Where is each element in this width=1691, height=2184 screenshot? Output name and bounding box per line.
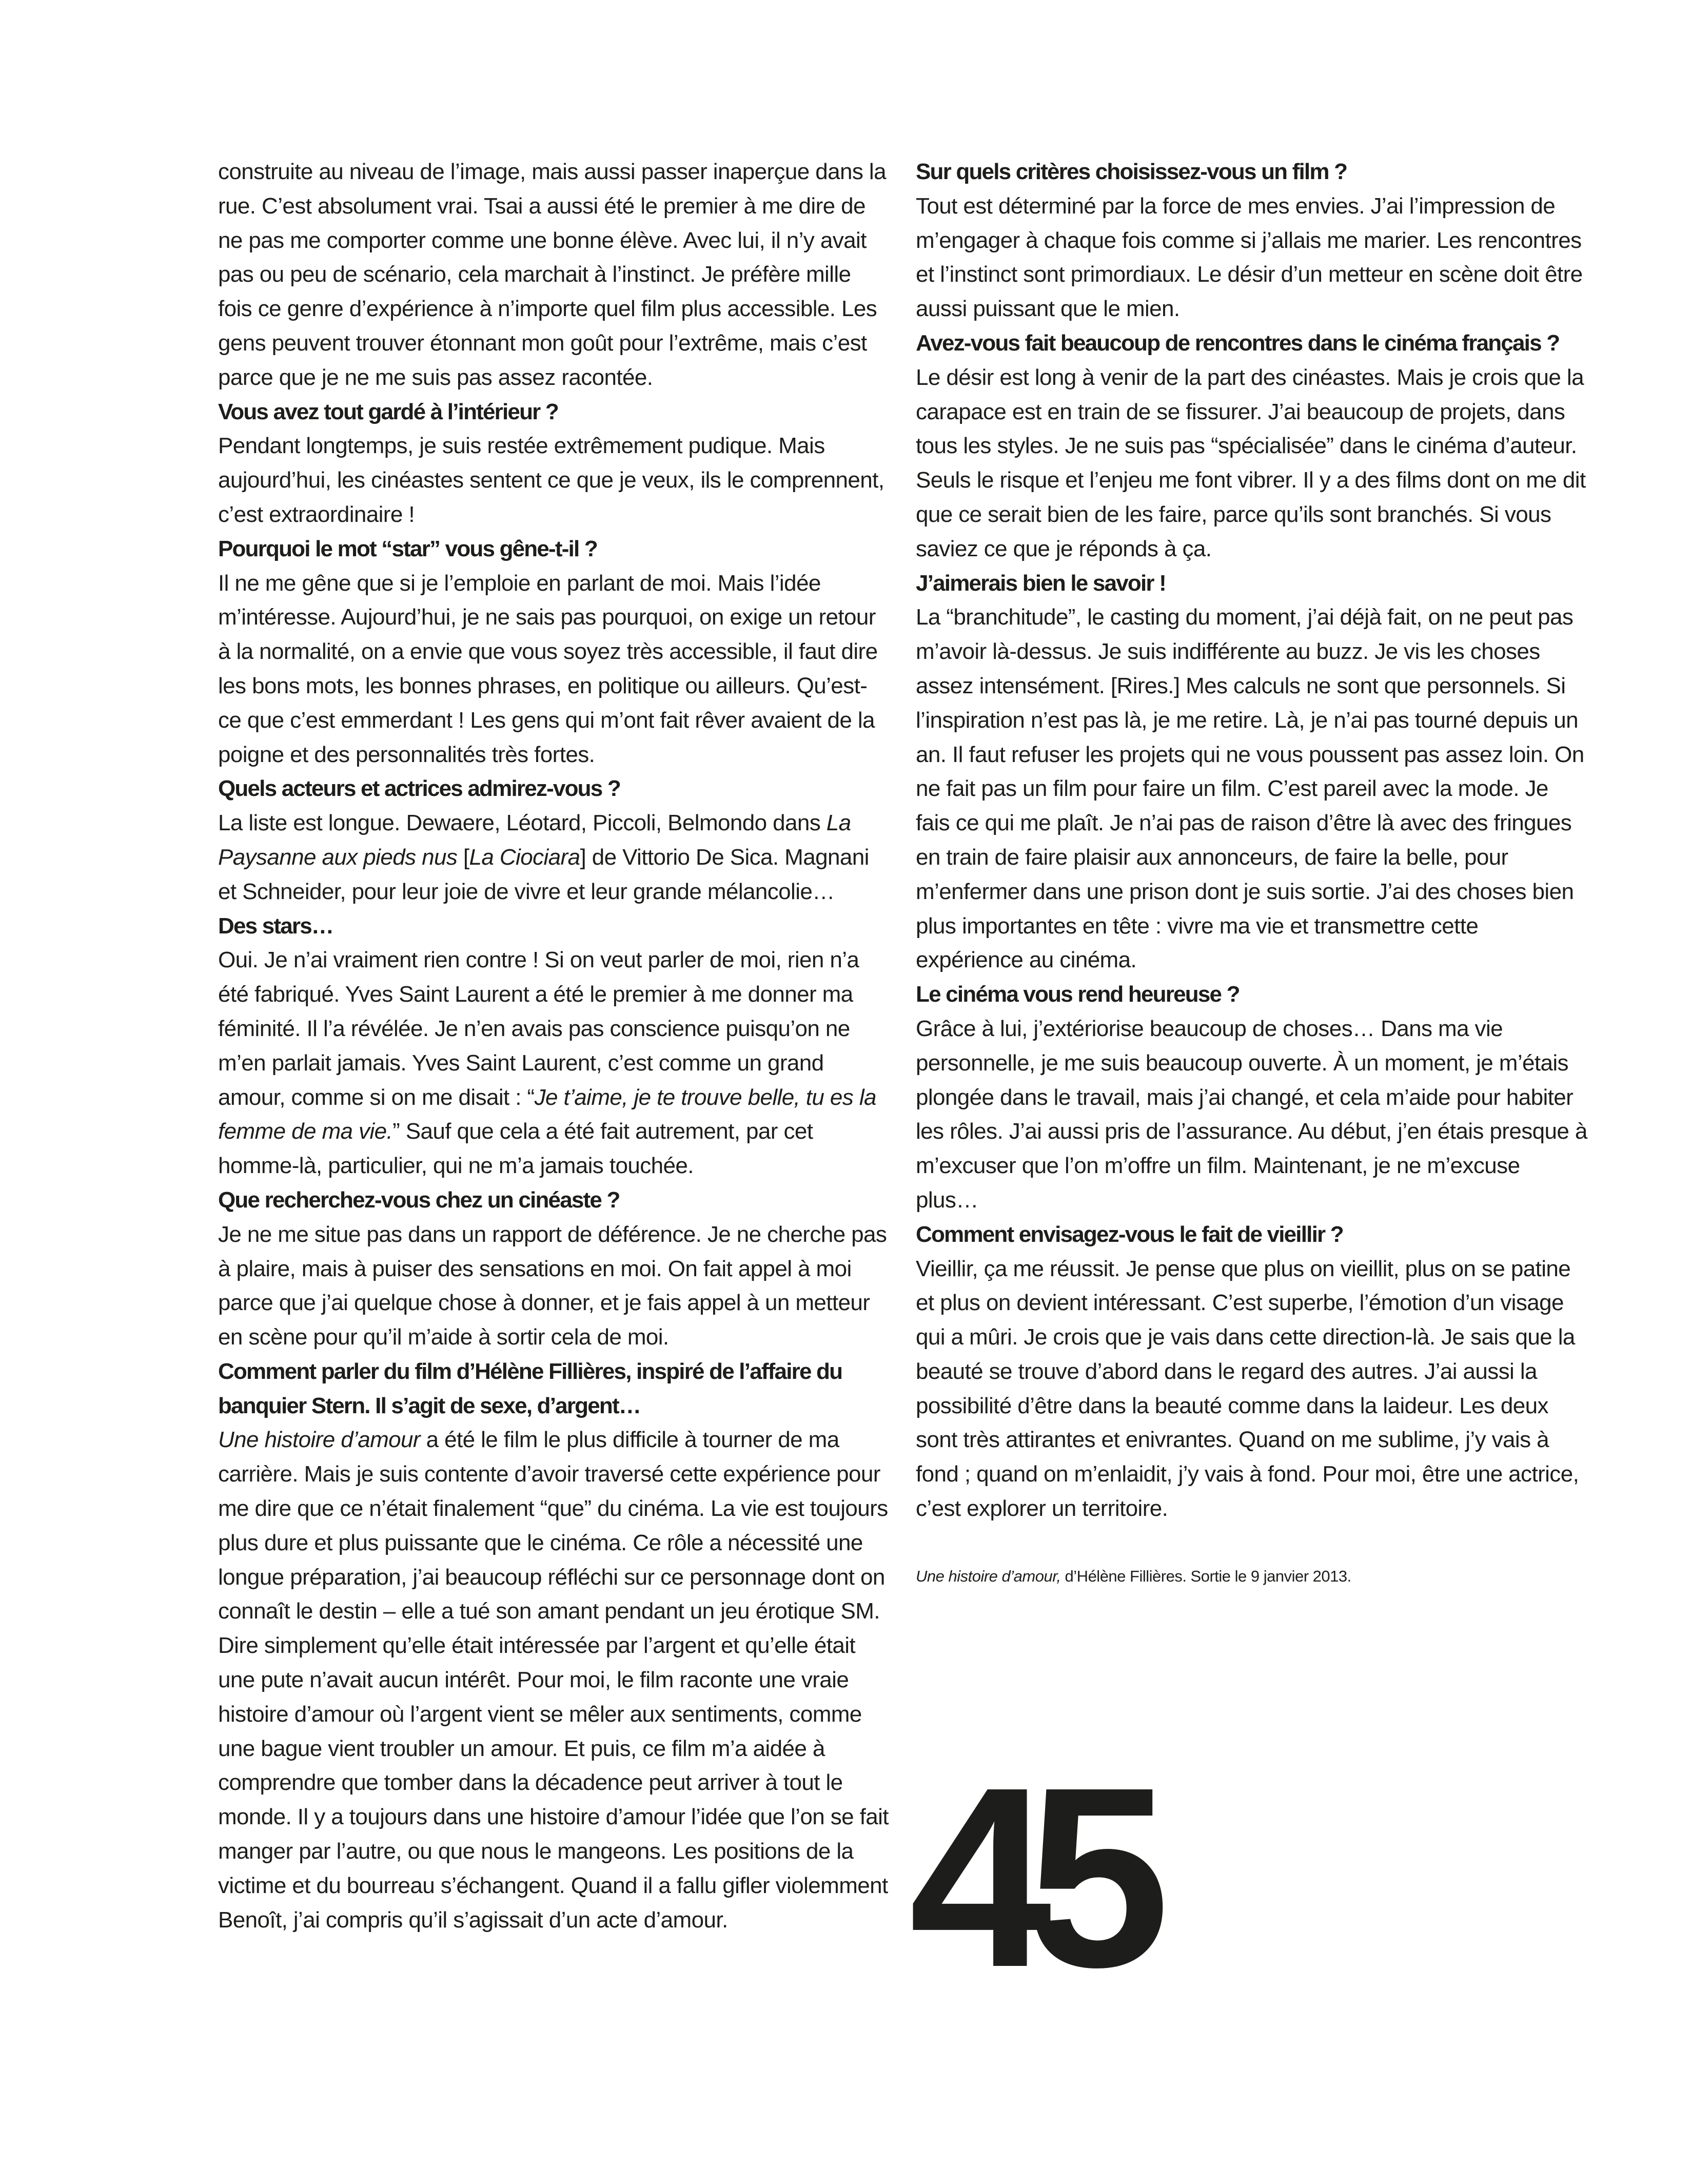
text-run: a été le film le plus difficile à tourner de ma carrière. Mais je suis contente d’avoir traversé cette expérience pour me dire que ce n’était finalement “que” du cinéma. La vie est toujours plus dure et plus puissante que le cinéma. Ce rôle a nécessité une longue préparation, j’ai beaucoup réfléchi sur ce personnage dont on connaît le destin – elle a tué son amant pendant un jeu érotique SM. Dire simplement qu’elle était intéressée par l’argent et qu’elle était une pute n’avait aucun intérêt. Pour moi, le film raconte une vraie histoire d’amour où l’argent vient se mêler aux sentiments, comme une bague vient troubler un amour. Et puis, ce film m’a aidée à comprendre que tomber dans la décadence peut arriver à tout le monde. Il y a toujours dans une histoire d’amour l’idée que l’on se fait manger par l’autre, ou que nous le mangeons. Les positions de la victime et du bourreau s’échangent. Quand il a fallu gifler violemment Benoît, j’ai compris qu’il s’agissait d’un acte d’amour. bbox=[218, 1427, 889, 1933]
interview-answer bbox=[916, 1012, 1588, 1218]
text-run: Pendant longtemps, je suis restée extrêmement pudique. Mais aujourd’hui, les cinéastes sentent ce que je veux, ils le comprennent, c’est extraordinaire ! bbox=[218, 433, 884, 527]
interview-question bbox=[218, 772, 890, 806]
text-run: Il ne me gêne que si je l’emploie en parlant de moi. Mais l’idée m’intéresse. Aujourd’hui, je ne sais pas pourquoi, on exige un retour à la normalité, on a envie que vous soyez très accessible, il faut dire les bons mots, les bonnes phrases, en politique ou ailleurs. Qu’est-ce que c’est emmerdant ! Les gens qui m’ont fait rêver avaient de la poigne et des personnalités très fortes. bbox=[218, 570, 878, 767]
credit-details: d’Hélène Fillières. Sortie le 9 janvier 2013. bbox=[1060, 1567, 1351, 1585]
text-run: Tout est déterminé par la force de mes envies. J’ai l’impression de m’engager à chaque fois comme si j’allais me marier. Les rencontres et l’instinct sont primordiaux. Le désir d’un metteur en scène doit être aussi puissant que le mien. bbox=[916, 193, 1583, 322]
text-run: ” Sauf que cela a été fait autrement, par cet homme-là, particulier, qui ne m’a jamais touchée. bbox=[218, 1119, 813, 1179]
text-run: Vous avez tout gardé à l’intérieur ? bbox=[218, 399, 558, 424]
italic-text: La Paysanne aux pieds nus bbox=[218, 810, 851, 870]
text-run: Vieillir, ça me réussit. Je pense que plus on vieillit, plus on se patine et plus on devient intéressant. C’est superbe, l’émotion d’un visage qui a mûri. Je crois que je vais dans cette direction-là. Je sais que la beauté se trouve d’abord dans le regard des autres. J’ai aussi la possibilité d’être dans la beauté comme dans la laideur. Les deux sont très attirantes et enivrantes. Quand on me sublime, j’y vais à fond ; quand on m’enlaidit, j’y vais à fond. Pour moi, être une actrice, c’est explorer un territoire. bbox=[916, 1256, 1579, 1522]
interview-question bbox=[916, 978, 1588, 1012]
page-number: 45 bbox=[909, 1733, 1146, 2020]
text-run: Sur quels critères choisissez-vous un film ? bbox=[916, 159, 1347, 184]
interview-answer bbox=[218, 567, 890, 772]
italic-text: Une histoire d’amour bbox=[218, 1427, 420, 1453]
text-run: Le désir est long à venir de la part des cinéastes. Mais je crois que la carapace est en train de se fissurer. J’ai beaucoup de projets, dans tous les styles. Je ne suis pas “spécialisée” dans le cinéma d’auteur. Seuls le risque et l’enjeu me font vibrer. Il y a des films dont on me dit que ce serait bien de les faire, parce qu’ils sont branchés. Si vous saviez ce que je réponds à ça. bbox=[916, 364, 1586, 561]
text-run: Oui. Je n’ai vraiment rien contre ! Si on veut parler de moi, rien n’a été fabriqué. Yves Saint Laurent a été le premier à me donner ma féminité. Il l’a révélée. Je n’en avais pas conscience puisqu’on ne m’en parlait jamais. Yves Saint Laurent, c’est comme un grand amour, comme si on me disait : “ bbox=[218, 947, 859, 1110]
interview-answer bbox=[218, 806, 890, 909]
interview-question bbox=[916, 567, 1588, 601]
text-run: Comment envisagez-vous le fait de vieillir ? bbox=[916, 1221, 1343, 1247]
text-run: Comment parler du film d’Hélène Fillières, inspiré de l’affaire du banquier Stern. Il s’agit de sexe, d’argent… bbox=[218, 1358, 842, 1418]
interview-answer bbox=[218, 1423, 890, 1937]
interview-question bbox=[218, 909, 890, 944]
credit-film-title: Une histoire d’amour, bbox=[916, 1567, 1061, 1585]
right-column bbox=[916, 155, 1588, 1526]
interview-answer bbox=[916, 189, 1588, 326]
text-run: construite au niveau de l’image, mais aussi passer inaperçue dans la rue. C’est absolument vrai. Tsai a aussi été le premier à me dire de ne pas me comporter comme une bonne élève. Avec lui, il n’y avait pas ou peu de scénario, cela marchait à l’instinct. Je préfère mille fois ce genre d’expérience à n’importe quel film plus accessible. Les gens peuvent trouver étonnant mon goût pour l’extrême, mais c’est parce que je ne me suis pas assez racontée. bbox=[218, 159, 886, 390]
interview-answer bbox=[218, 429, 890, 532]
text-run: Je ne me situe pas dans un rapport de déférence. Je ne cherche pas à plaire, mais à puiser des sensations en moi. On fait appel à moi parce que j’ai quelque chose à donner, et je fais appel à un metteur en scène pour qu’il m’aide à sortir cela de moi. bbox=[218, 1221, 887, 1350]
text-run: ] de Vittorio De Sica. Magnani et Schneider, pour leur joie de vivre et leur grande mélancolie… bbox=[218, 844, 869, 904]
text-run: Avez-vous fait beaucoup de rencontres dans le cinéma français ? bbox=[916, 330, 1560, 356]
text-run: Le cinéma vous rend heureuse ? bbox=[916, 982, 1240, 1007]
text-run: La “branchitude”, le casting du moment, j’ai déjà fait, on ne peut pas m’avoir là-dessus. Je suis indifférente au buzz. Je vis les choses assez intensément. [Rires.] Mes calculs ne sont que personnels. Si l’inspiration n’est pas là, je me retire. Là, je n’ai pas tourné depuis un an. Il faut refuser les projets qui ne vous poussent pas assez loin. On ne fait pas un film pour faire un film. C’est pareil avec la mode. Je fais ce qui me plaît. Je n’ai pas de raison d’être là avec des fringues en train de faire plaisir aux annonceurs, de faire la belle, pour m’enfermer dans une prison dont je suis sortie. J’ai des choses bien plus importantes en tête : vivre ma vie et transmettre cette expérience au cinéma. bbox=[916, 604, 1584, 973]
interview-question bbox=[218, 532, 890, 567]
interview-answer bbox=[218, 155, 890, 395]
interview-question bbox=[218, 1355, 890, 1424]
interview-answer bbox=[916, 361, 1588, 567]
text-run: Quels acteurs et actrices admirez-vous ? bbox=[218, 776, 620, 802]
text-run: La liste est longue. Dewaere, Léotard, Piccoli, Belmondo dans bbox=[218, 810, 827, 836]
interview-question bbox=[218, 1183, 890, 1218]
interview-question bbox=[916, 155, 1588, 189]
text-run: Que recherchez-vous chez un cinéaste ? bbox=[218, 1187, 620, 1213]
interview-question bbox=[218, 395, 890, 430]
text-run: J’aimerais bien le savoir ! bbox=[916, 570, 1166, 596]
left-column bbox=[218, 155, 890, 1937]
text-run: Des stars… bbox=[218, 913, 333, 939]
interview-answer bbox=[916, 600, 1588, 978]
film-credit bbox=[916, 1565, 1588, 1588]
interview-question bbox=[916, 326, 1588, 361]
text-run: [ bbox=[457, 844, 469, 870]
text-run: Grâce à lui, j’extériorise beaucoup de choses… Dans ma vie personnelle, je me suis beaucoup ouverte. À un moment, je m’étais plongée dans le travail, mais j’ai changé, et cela m’aide pour habiter les rôles. J’ai aussi pris de l’assurance. Au début, j’en étais presque à m’excuser que l’on m’offre un film. Maintenant, je ne m’excuse plus… bbox=[916, 1016, 1587, 1213]
italic-text: La Ciociara bbox=[469, 844, 580, 870]
italic-text: Je t’aime, je te trouve belle, tu es la femme de ma vie. bbox=[218, 1084, 876, 1144]
text-run: Pourquoi le mot “star” vous gêne-t-il ? bbox=[218, 536, 597, 561]
interview-question bbox=[916, 1218, 1588, 1252]
interview-answer bbox=[218, 1218, 890, 1355]
interview-answer bbox=[916, 1252, 1588, 1526]
interview-answer bbox=[218, 943, 890, 1183]
